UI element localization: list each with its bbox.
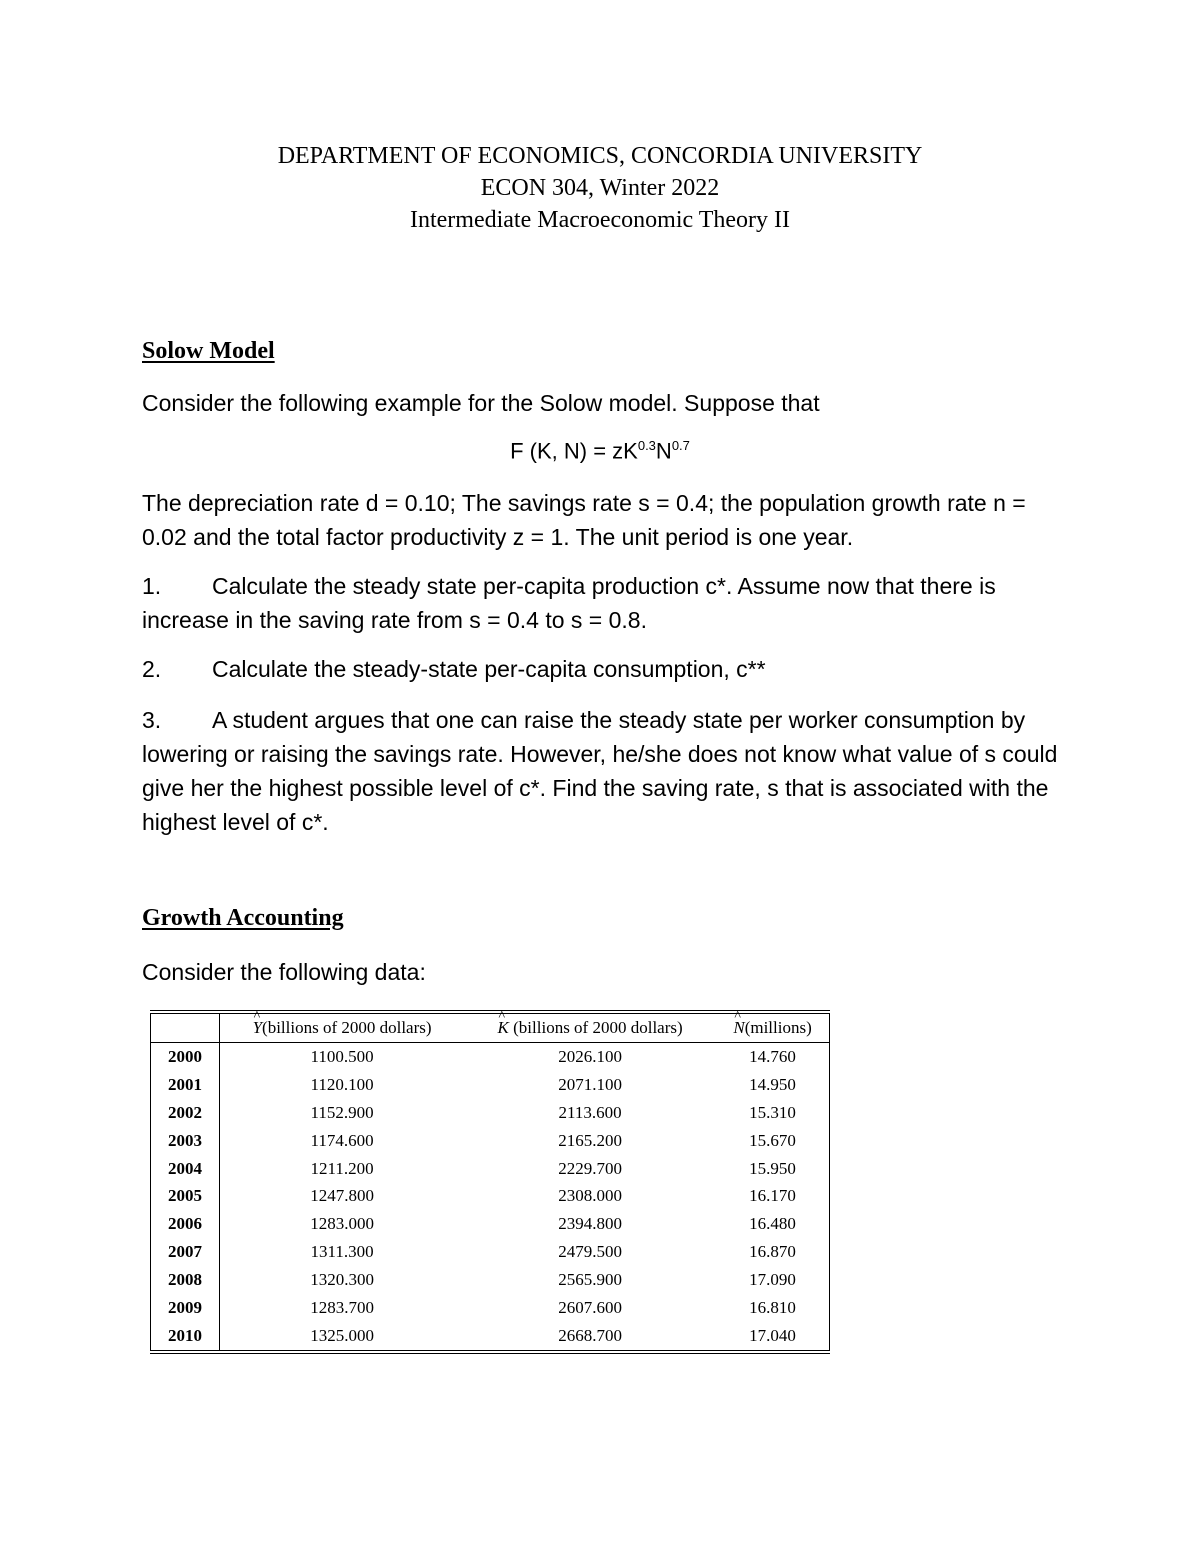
capital-cell: 2479.500 — [558, 1242, 622, 1262]
output-cell: 1174.600 — [310, 1130, 374, 1150]
year-column-header — [151, 1014, 220, 1043]
capital-cell: 2071.100 — [558, 1074, 622, 1094]
table-row — [151, 1155, 830, 1183]
year-cell: 2006 — [151, 1210, 220, 1238]
capital-cell: 2668.700 — [558, 1325, 622, 1345]
output-cell: 1120.100 — [310, 1074, 374, 1094]
year-cell: 2004 — [151, 1155, 220, 1183]
course-line: ECON 304, Winter 2022 — [480, 175, 720, 201]
capital-column-header — [464, 1014, 716, 1043]
capital-cell: 2165.200 — [558, 1130, 622, 1150]
column-label: (billions of 2000 dollars) — [262, 1018, 432, 1037]
table-top-rule — [150, 1010, 830, 1011]
year-cell: 2001 — [151, 1071, 220, 1099]
k-symbol: ^ K — [498, 1018, 509, 1038]
question-number: 1. — [142, 573, 162, 599]
growth-intro: Consider the following data: — [142, 959, 426, 985]
table-row — [151, 1127, 830, 1155]
solow-heading: Solow Model — [142, 338, 275, 364]
capital-cell: 2394.800 — [558, 1214, 622, 1234]
formula-base: F (K, N) = zK — [510, 438, 638, 464]
column-label: (millions) — [744, 1018, 812, 1037]
labor-cell: 16.870 — [716, 1238, 829, 1266]
table-row — [151, 1043, 830, 1071]
output-cell: 1100.500 — [310, 1046, 374, 1066]
table-row — [151, 1071, 830, 1099]
year-cell: 2000 — [151, 1043, 220, 1071]
formula-mid: N — [655, 438, 672, 464]
output-cell: 1325.000 — [310, 1325, 374, 1345]
output-cell: 1311.300 — [310, 1242, 374, 1262]
table-row — [151, 1238, 830, 1266]
year-cell: 2009 — [151, 1294, 220, 1322]
course-title-line: Intermediate Macroeconomic Theory II — [409, 207, 791, 233]
labor-cell: 15.950 — [716, 1155, 829, 1183]
output-column-header — [220, 1014, 465, 1043]
table-row — [151, 1099, 830, 1127]
labor-cell: 17.090 — [716, 1266, 829, 1294]
output-cell: 1247.800 — [310, 1186, 374, 1206]
table-bottom-rule — [150, 1350, 830, 1351]
output-cell: 1320.300 — [310, 1270, 374, 1290]
year-cell: 2007 — [151, 1238, 220, 1266]
growth-heading: Growth Accounting — [142, 905, 344, 931]
production-function — [0, 438, 1200, 464]
column-label: (billions of 2000 dollars) — [508, 1018, 683, 1037]
table-header-row — [151, 1014, 830, 1043]
capital-cell: 2565.900 — [558, 1270, 622, 1290]
capital-cell: 2113.600 — [558, 1102, 622, 1122]
table-row — [151, 1294, 830, 1322]
y-symbol: ^ Y — [253, 1018, 262, 1038]
year-cell: 2005 — [151, 1182, 220, 1210]
question-2 — [142, 652, 1072, 686]
table-row — [151, 1210, 830, 1238]
year-cell: 2003 — [151, 1127, 220, 1155]
question-text: Calculate the steady state per-capita production c*. Assume now that there is increase in the saving rate from s = 0.4 to s = 0.8. — [142, 573, 996, 633]
capital-cell: 2229.700 — [558, 1158, 622, 1178]
year-cell: 2008 — [151, 1266, 220, 1294]
table-bottom-rule — [150, 1353, 830, 1354]
capital-cell: 2607.600 — [558, 1297, 622, 1317]
solow-intro: Consider the following example for the Solow model. Suppose that — [142, 390, 820, 416]
output-cell: 1283.700 — [310, 1297, 374, 1317]
data-table — [150, 1014, 830, 1350]
question-text: A student argues that one can raise the steady state per worker consumption by lowering or raising the savings rate. However, he/she does not know what value of s could give her the highest possible level of c*. Find the saving rate, s that is associated with the highest level of c*. — [142, 707, 1058, 835]
table-row — [151, 1322, 830, 1350]
table-row — [151, 1182, 830, 1210]
question-text: Calculate the steady-state per-capita consumption, c** — [212, 656, 766, 682]
labor-column-header — [716, 1014, 829, 1043]
output-cell: 1152.900 — [310, 1102, 374, 1122]
labor-cell: 17.040 — [716, 1322, 829, 1350]
department-line: DEPARTMENT OF ECONOMICS, CONCORDIA UNIVERSITY — [277, 143, 923, 169]
formula-exp-n: 0.7 — [671, 438, 690, 453]
question-number: 2. — [142, 656, 162, 682]
labor-cell: 14.950 — [716, 1071, 829, 1099]
capital-cell: 2308.000 — [558, 1186, 622, 1206]
question-1 — [142, 569, 1072, 637]
labor-cell: 14.760 — [716, 1043, 829, 1071]
question-3 — [142, 703, 1072, 839]
labor-cell: 15.310 — [716, 1099, 829, 1127]
question-number: 3. — [142, 707, 162, 733]
labor-cell: 16.480 — [716, 1210, 829, 1238]
year-cell: 2010 — [151, 1322, 220, 1350]
growth-data-table — [150, 1010, 830, 1354]
output-cell: 1211.200 — [310, 1158, 374, 1178]
labor-cell: 16.810 — [716, 1294, 829, 1322]
solow-parameters: The depreciation rate d = 0.10; The savings rate s = 0.4; the population growth rate n = 0.02 and the total factor productivity z = 1. The unit period is one year. — [142, 490, 1026, 550]
n-symbol: ^ N — [733, 1018, 744, 1038]
formula-exp-k: 0.3 — [637, 438, 656, 453]
output-cell: 1283.000 — [310, 1214, 374, 1234]
year-cell: 2002 — [151, 1099, 220, 1127]
document-header — [0, 140, 1200, 236]
labor-cell: 16.170 — [716, 1182, 829, 1210]
labor-cell: 15.670 — [716, 1127, 829, 1155]
table-row — [151, 1266, 830, 1294]
capital-cell: 2026.100 — [558, 1046, 622, 1066]
